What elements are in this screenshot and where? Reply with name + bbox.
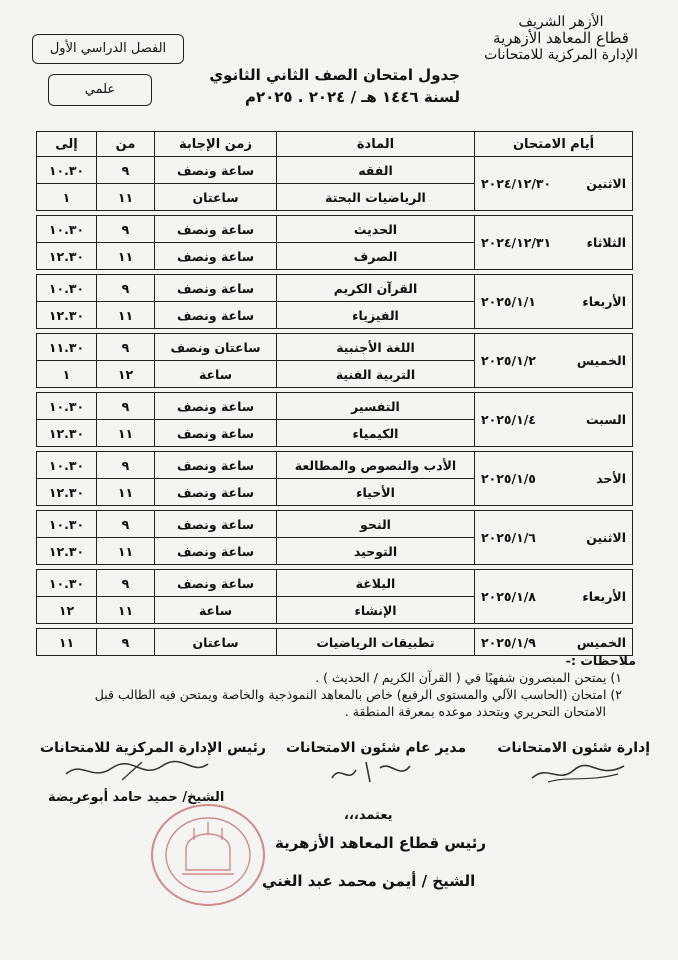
exam-date: ٢٠٢٥/١/٥: [475, 452, 573, 506]
start-time: ٩: [97, 511, 155, 538]
sig-central-head-name: الشيخ/ حميد حامد أبوعريضة: [48, 790, 225, 805]
table-row: [37, 393, 633, 420]
start-time: ٩: [97, 216, 155, 243]
subject: الكيمياء: [277, 420, 475, 447]
subject: التوحيد: [277, 538, 475, 565]
subject: الفيزياء: [277, 302, 475, 329]
sig-sector-head-name: الشيخ / أيمن محمد عبد الغني: [262, 872, 476, 890]
sig-central-head: رئيس الإدارة المركزية للامتحانات: [40, 740, 266, 756]
branch-box: علمي: [48, 74, 152, 106]
subject: النحو: [277, 511, 475, 538]
subject: البلاغة: [277, 570, 475, 597]
exam-day: الاثنين: [573, 511, 633, 565]
start-time: ١١: [97, 243, 155, 270]
answer-duration: ساعة ونصف: [155, 275, 277, 302]
subject: الأدب والنصوص والمطالعة: [277, 452, 475, 479]
end-time: ١٢.٣٠: [37, 538, 97, 565]
exam-date: ٢٠٢٤/١٢/٣١: [475, 216, 573, 270]
exam-day: الأربعاء: [573, 570, 633, 624]
exam-day: الثلاثاء: [573, 216, 633, 270]
answer-duration: ساعة: [155, 361, 277, 388]
exam-date: ٢٠٢٥/١/٢: [475, 334, 573, 388]
sig-sector-head: رئيس قطاع المعاهد الأزهرية: [275, 834, 486, 852]
table-header-row: [37, 132, 633, 157]
org-line-2: قطاع المعاهد الأزهرية: [493, 29, 629, 48]
subject: الإنشاء: [277, 597, 475, 624]
sig-exams-admin: إدارة شئون الامتحانات: [497, 740, 650, 756]
exam-date: ٢٠٢٥/١/٤: [475, 393, 573, 447]
end-time: ١: [37, 184, 97, 211]
subject: الرياضيات البحتة: [277, 184, 475, 211]
answer-duration: ساعة ونصف: [155, 302, 277, 329]
table-body: [37, 157, 633, 656]
end-time: ١٠.٣٠: [37, 452, 97, 479]
title-line-1: جدول امتحان الصف الثاني الثانوي: [209, 66, 460, 84]
answer-duration: ساعتان: [155, 629, 277, 656]
exam-day: الأربعاء: [573, 275, 633, 329]
end-time: ١٠.٣٠: [37, 393, 97, 420]
end-time: ١١.٣٠: [37, 334, 97, 361]
answer-duration: ساعة ونصف: [155, 157, 277, 184]
exam-day: الخميس: [573, 334, 633, 388]
table-row: [37, 275, 633, 302]
note-1: ١) يمتحن المبصرون شفهيًا في ( القرآن الكريم / الحديث ) .: [315, 670, 622, 685]
answer-duration: ساعة ونصف: [155, 452, 277, 479]
semester-box: الفصل الدراسي الأول: [32, 34, 184, 64]
answer-duration: ساعة ونصف: [155, 570, 277, 597]
table-row: [37, 334, 633, 361]
title-line-2: لسنة ١٤٤٦ هـ / ٢٠٢٤ . ٢٠٢٥م: [244, 88, 460, 106]
notes-section: [32, 652, 636, 720]
subject: تطبيقات الرياضيات: [277, 629, 475, 656]
red-seal-stamp: [148, 800, 268, 910]
start-time: ٩: [97, 452, 155, 479]
table-row: [37, 157, 633, 184]
table-row: [37, 452, 633, 479]
start-time: ١١: [97, 479, 155, 506]
start-time: ١١: [97, 420, 155, 447]
subject: الفقه: [277, 157, 475, 184]
answer-duration: ساعة ونصف: [155, 420, 277, 447]
handwritten-signature-1: [528, 758, 628, 786]
end-time: ١١: [37, 629, 97, 656]
header-subject: المادة: [277, 132, 475, 157]
exam-date: ٢٠٢٥/١/١: [475, 275, 573, 329]
start-time: ٩: [97, 570, 155, 597]
answer-duration: ساعة ونصف: [155, 538, 277, 565]
end-time: ١٠.٣٠: [37, 570, 97, 597]
note-2-cont: الامتحان التحريري ويتحدد موعده بمعرفة المنطقة .: [344, 704, 606, 719]
start-time: ١١: [97, 302, 155, 329]
exam-day: الاثنين: [573, 157, 633, 211]
page-title: [190, 64, 460, 108]
end-time: ١٢.٣٠: [37, 479, 97, 506]
end-time: ١٠.٣٠: [37, 275, 97, 302]
start-time: ٩: [97, 275, 155, 302]
answer-duration: ساعتان: [155, 184, 277, 211]
exam-date: ٢٠٢٥/١/٩: [475, 629, 573, 656]
table-row: [37, 511, 633, 538]
end-time: ١٢.٣٠: [37, 420, 97, 447]
answer-duration: ساعة ونصف: [155, 216, 277, 243]
sig-exams-director: مدير عام شئون الامتحانات: [286, 740, 467, 756]
exam-day: السبت: [573, 393, 633, 447]
note-2: ٢) امتحان (الحاسب الآلي والمستوى الرفيع) خاص بالمعاهد النموذجية والخاصة ويمتحن فيه الطالب قبل: [94, 687, 622, 702]
header-to: إلى: [37, 132, 97, 157]
start-time: ٩: [97, 393, 155, 420]
end-time: ١٢: [37, 597, 97, 624]
start-time: ١١: [97, 597, 155, 624]
subject: التربية الفنية: [277, 361, 475, 388]
org-header: [466, 14, 656, 63]
subject: الأحياء: [277, 479, 475, 506]
org-line-3: الإدارة المركزية للامتحانات: [484, 47, 638, 64]
end-time: ١٢.٣٠: [37, 302, 97, 329]
end-time: ١٠.٣٠: [37, 511, 97, 538]
exam-schedule-table: [36, 131, 633, 656]
end-time: ١٠.٣٠: [37, 157, 97, 184]
start-time: ٩: [97, 629, 155, 656]
table-row: [37, 570, 633, 597]
subject: الحديث: [277, 216, 475, 243]
subject: الصرف: [277, 243, 475, 270]
table-row: [37, 216, 633, 243]
notes-heading: ملاحظات :-: [565, 653, 636, 668]
answer-duration: ساعتان ونصف: [155, 334, 277, 361]
answer-duration: ساعة: [155, 597, 277, 624]
answer-duration: ساعة ونصف: [155, 511, 277, 538]
org-line-1: الأزهر الشريف: [518, 14, 604, 30]
end-time: ١: [37, 361, 97, 388]
header-days: أيام الامتحان: [475, 132, 633, 157]
exam-day: الخميس: [573, 629, 633, 656]
exam-date: ٢٠٢٤/١٢/٣٠: [475, 157, 573, 211]
start-time: ٩: [97, 157, 155, 184]
subject: اللغة الأجنبية: [277, 334, 475, 361]
start-time: ١١: [97, 538, 155, 565]
handwritten-signature-3: [62, 756, 212, 786]
sig-approve: يعتمد،،،: [344, 808, 393, 823]
start-time: ٩: [97, 334, 155, 361]
subject: القرآن الكريم: [277, 275, 475, 302]
start-time: ١١: [97, 184, 155, 211]
header-from: من: [97, 132, 155, 157]
exam-day: الأحد: [573, 452, 633, 506]
exam-date: ٢٠٢٥/١/٨: [475, 570, 573, 624]
subject: التفسير: [277, 393, 475, 420]
answer-duration: ساعة ونصف: [155, 479, 277, 506]
exam-date: ٢٠٢٥/١/٦: [475, 511, 573, 565]
answer-duration: ساعة ونصف: [155, 243, 277, 270]
end-time: ١٢.٣٠: [37, 243, 97, 270]
start-time: ١٢: [97, 361, 155, 388]
handwritten-signature-2: [326, 756, 416, 788]
header-duration: زمن الإجابة: [155, 132, 277, 157]
end-time: ١٠.٣٠: [37, 216, 97, 243]
answer-duration: ساعة ونصف: [155, 393, 277, 420]
